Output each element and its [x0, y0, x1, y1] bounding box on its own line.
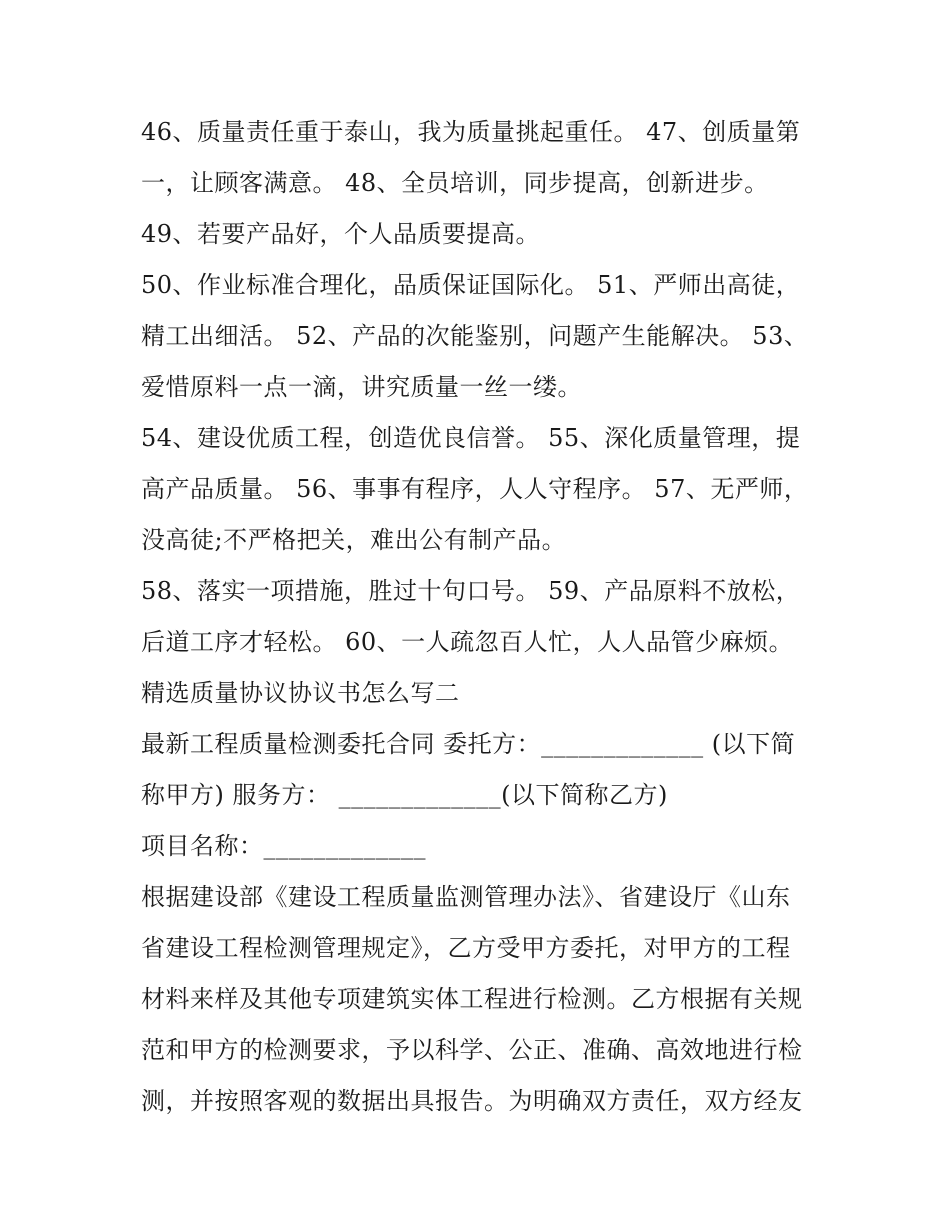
text-line: 一，让顾客满意。 48、全员培训，同步提高，创新进步。 — [141, 169, 769, 197]
text-line: 根据建设部《建设工程质量监测管理办法》、省建设厅《山东 — [141, 883, 791, 911]
text-line: 49、若要产品好，个人品质要提高。 — [141, 220, 541, 248]
text-line: 测，并按照客观的数据出具报告。为明确双方责任，双方经友 — [141, 1087, 803, 1115]
text-line: 高产品质量。 56、事事有程序，人人守程序。 57、无严师， — [141, 475, 809, 503]
text-line: 58、落实一项措施，胜过十句口号。 59、产品原料不放松， — [141, 577, 801, 605]
project-name-line: 项目名称：_____________ — [141, 832, 426, 860]
text-line: 50、作业标准合理化，品质保证国际化。 51、严师出高徒， — [141, 271, 801, 299]
text-line: 后道工序才轻松。 60、一人疏忽百人忙，人人品管少麻烦。 — [141, 628, 794, 656]
section-heading: 精选质量协议协议书怎么写二 — [141, 679, 460, 707]
text-line: 省建设工程检测管理规定》，乙方受甲方委托，对甲方的工程 — [141, 934, 791, 962]
text-line: 范和甲方的检测要求，予以科学、公正、准确、高效地进行检 — [141, 1036, 803, 1064]
text-line: 没高徒;不严格把关，难出公有制产品。 — [141, 526, 567, 554]
text-line: 54、建设优质工程，创造优良信誉。 55、深化质量管理，提 — [141, 424, 801, 452]
text-line: 精工出细活。 52、产品的次能鉴别，问题产生能解决。 53、 — [141, 322, 809, 350]
contract-party-line: 称甲方) 服务方： _____________(以下简称乙方) — [141, 781, 668, 809]
contract-title-line: 最新工程质量检测委托合同 委托方：_____________ (以下简 — [141, 730, 796, 758]
document-body — [141, 107, 821, 1127]
text-line: 材料来样及其他专项建筑实体工程进行检测。乙方根据有关规 — [141, 985, 803, 1013]
text-line: 46、质量责任重于泰山，我为质量挑起重任。 47、创质量第 — [141, 118, 801, 146]
text-line: 爱惜原料一点一滴，讲究质量一丝一缕。 — [141, 373, 582, 401]
